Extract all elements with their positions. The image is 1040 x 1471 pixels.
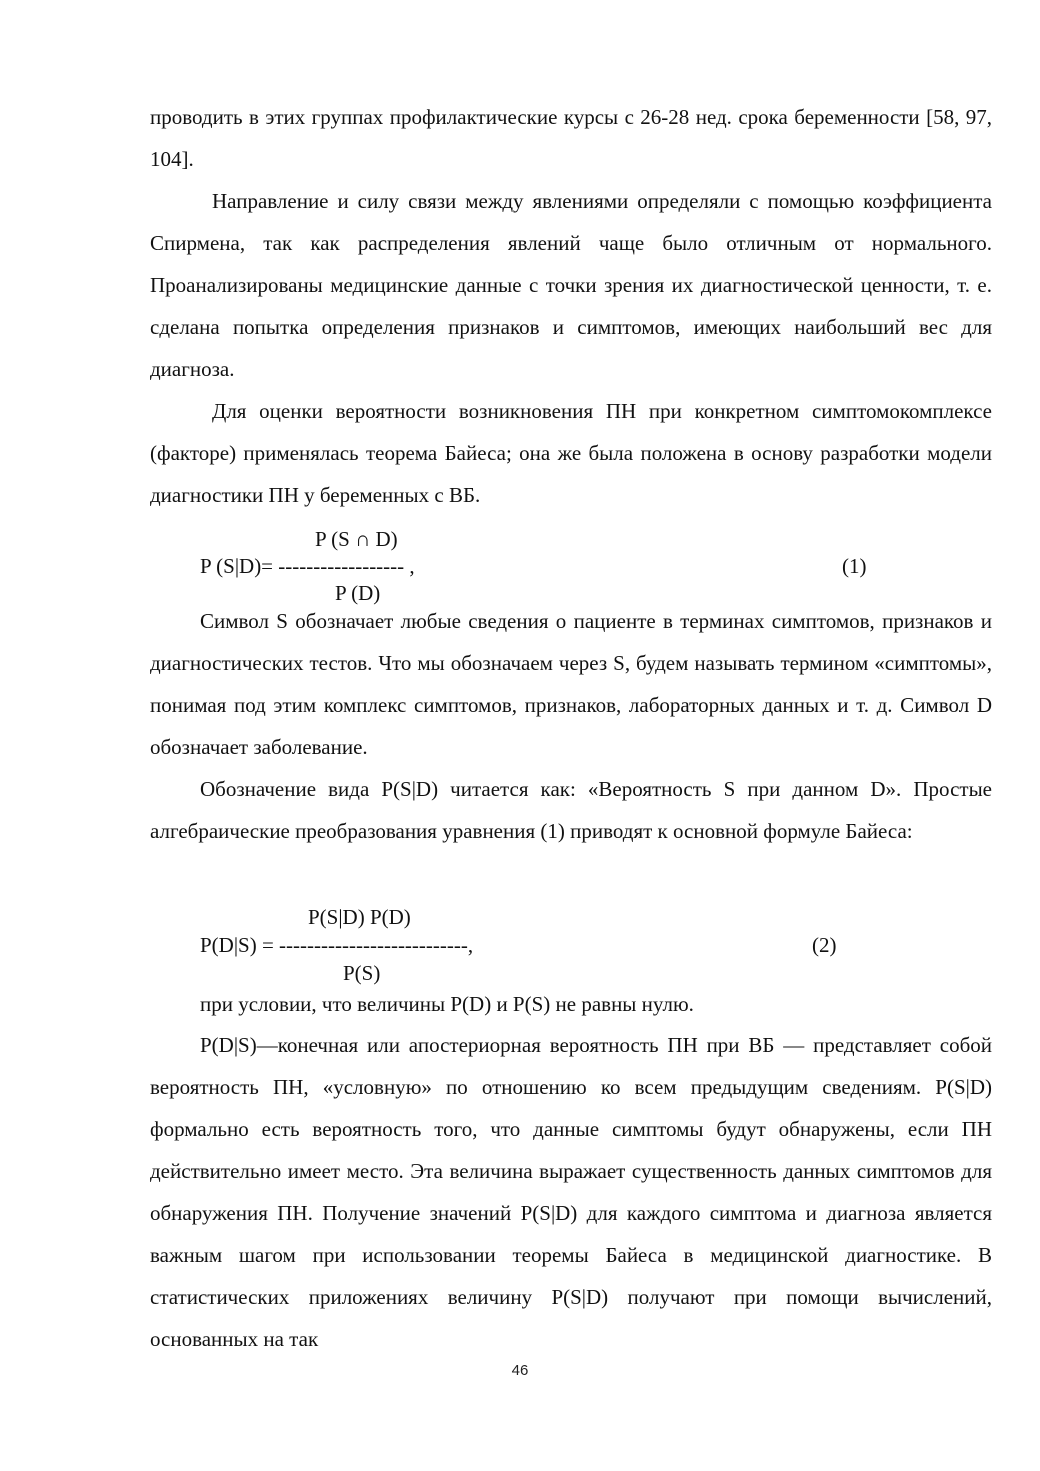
formula-2 bbox=[150, 902, 992, 986]
formula-2-denominator: P(S) bbox=[343, 961, 381, 985]
paragraph-6: при условии, что величины P(D) и P(S) не равны нулю. bbox=[200, 992, 694, 1016]
formula-1-number: (1) bbox=[842, 554, 867, 578]
formula-1 bbox=[150, 522, 992, 606]
paragraph-4: Символ S обозначает любые сведения о пациенте в терминах симптомов, признаков и диагностических тестов. Что мы обозначаем через S, будем называть термином «симптомы», понимая под этим комплекс симптомов, признаков, лабораторных данных и т. д. Символ D обозначает заболевание. bbox=[150, 609, 992, 759]
formula-2-numerator: P(S|D) P(D) bbox=[308, 905, 411, 929]
formula-1-denominator: P (D) bbox=[335, 581, 381, 605]
paragraph-1: проводить в этих группах профилактические курсы с 26-28 нед. срока беременности [58, 97, 104]. bbox=[150, 105, 992, 171]
paragraph-2: Направление и силу связи между явлениями определяли с помощью коэффициента Спирмена, так как распределения явлений чаще было отличным от нормального. Проанализированы медицинские данные с точки зрения их диагностической ценности, т. е. сделана попытка определения признаков и симптомов, имеющих наибольший вес для диагноза. bbox=[150, 189, 992, 381]
formula-1-numerator: P (S ∩ D) bbox=[315, 527, 398, 551]
formula-2-number: (2) bbox=[812, 933, 837, 957]
paragraph-7: P(D|S)—конечная или апостериорная вероятность ПН при ВБ — представляет собой вероятность ПН, «условную» по отношению ко всем предыдущим сведениям. P(S|D) формально есть вероятность того, что данные симптомы будут обнаружены, если ПН действительно имеет место. Эта величина выражает существенность данных симптомов для обнаружения ПН. Получение значений P(S|D) для каждого симптома и диагноза является важным шагом при использовании теоремы Байеса в медицинской диагностике. В статистических приложениях величину P(S|D) получают при помощи вычислений, основанных на так bbox=[150, 1033, 992, 1351]
formula-2-main: P(D|S) = ---------------------------, bbox=[200, 933, 474, 957]
paragraph-3: Для оценки вероятности возникновения ПН при конкретном симптомокомплексе (факторе) применялась теорема Байеса; она же была положена в основу разработки модели диагностики ПН у беременных с ВБ. bbox=[150, 399, 992, 507]
page-number: 46 bbox=[511, 1362, 529, 1379]
paragraph-5: Обозначение вида P(S|D) читается как: «Вероятность S при данном D». Простые алгебраические преобразования уравнения (1) приводят к основной формуле Байеса: bbox=[150, 777, 992, 843]
formula-1-main: P (S|D)= ------------------ , bbox=[200, 554, 415, 578]
